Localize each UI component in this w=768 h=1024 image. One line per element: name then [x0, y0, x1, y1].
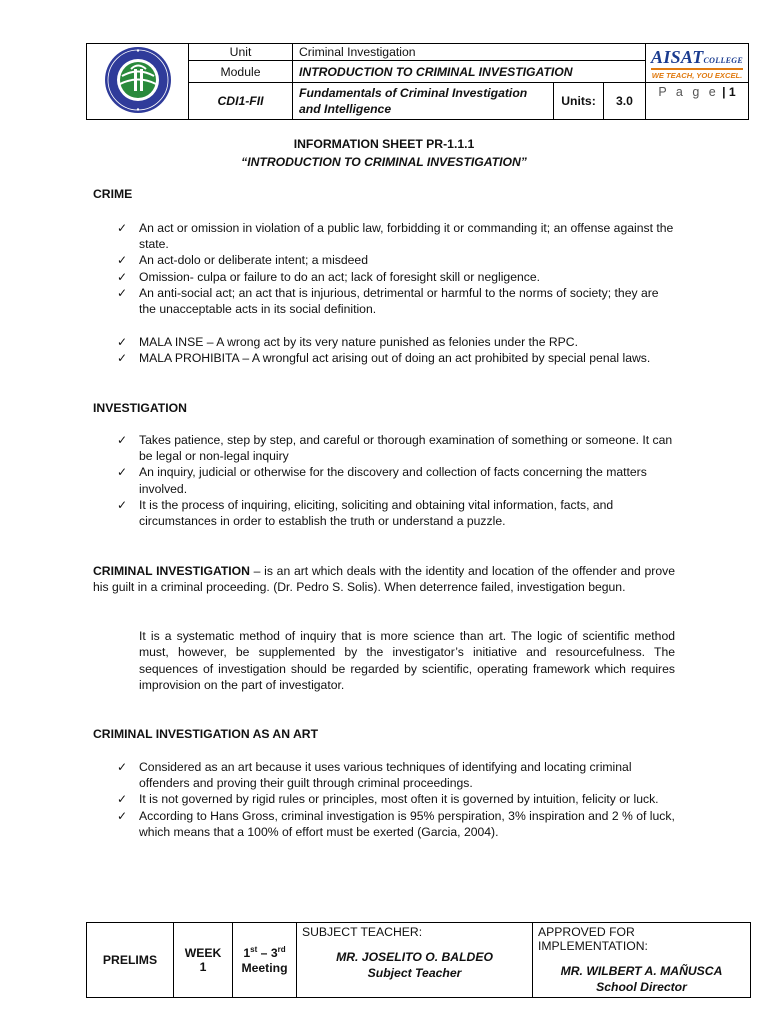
director-name: MR. WILBERT A. MAÑUSCA: [560, 964, 723, 978]
list-item: ✓ Considered as an art because it uses various techniques of identifying and locating criminal offenders and proving their guilt through criminal proceedings.: [117, 759, 677, 791]
document-footer: [86, 922, 751, 998]
teacher-header: SUBJECT TEACHER:: [302, 925, 423, 939]
teacher-cell: [297, 923, 533, 998]
seal-icon: [92, 45, 184, 115]
list-item: ✓ Takes patience, step by step, and careful or thorough examination of something or someone. It can be legal or non-legal inquiry: [117, 432, 677, 464]
meeting-third-sup: rd: [277, 945, 286, 955]
approval-header: APPROVED FOR IMPLEMENTATION:: [538, 925, 648, 953]
list-item: ✓ An anti-social act; an act that is injurious, detrimental or harmful to the norms of society; they are the unacceptable acts in its social definition.: [117, 285, 677, 317]
page-indicator: [646, 83, 749, 120]
list-item: ✓ MALA PROHIBITA – A wrongful act arising out of doing an act prohibited by special penal laws.: [117, 350, 677, 366]
criminal-investigation-definition: [93, 563, 675, 596]
module-label: Module: [189, 61, 293, 83]
as-art-list: [117, 759, 677, 840]
crime-list: [117, 220, 677, 317]
college-logo: [646, 44, 749, 83]
brand-name: AISAT: [651, 46, 704, 67]
approval-cell: [533, 923, 751, 998]
institution-seal: [87, 44, 189, 120]
list-item: ✓ According to Hans Gross, criminal investigation is 95% perspiration, 3% inspiration and 2 % of luck, which means that a 100% of effort must be exerted (Garcia, 2004).: [117, 808, 677, 840]
week-cell: [174, 923, 233, 998]
unit-label: Unit: [189, 44, 293, 61]
list-item: ✓ It is the process of inquiring, eliciting, soliciting and obtaining vital information, facts, and circumstances in order to establish the truth or understand a puzzle.: [117, 497, 677, 529]
week-label: WEEK: [184, 946, 222, 960]
units-value: 3.0: [604, 83, 646, 120]
list-item: ✓ An inquiry, judicial or otherwise for the discovery and collection of facts concerning the matters involved.: [117, 464, 677, 496]
definition-term: CRIMINAL INVESTIGATION: [93, 564, 250, 578]
week-value: 1: [199, 960, 207, 974]
document-header: [86, 43, 749, 120]
course-title: Fundamentals of Criminal Investigation and Intelligence: [293, 83, 554, 120]
section-heading-investigation: INVESTIGATION: [93, 401, 187, 415]
meeting-label: Meeting: [241, 960, 288, 975]
units-label: Units:: [554, 83, 604, 120]
list-item: ✓ An act-dolo or deliberate intent; a misdeed: [117, 252, 677, 268]
page-number: 1: [728, 85, 736, 99]
list-item: ✓ An act or omission in violation of a public law, forbidding it or commanding it; an offense against the state.: [117, 220, 677, 252]
section-heading-as-art: CRIMINAL INVESTIGATION AS AN ART: [93, 727, 319, 741]
meeting-first-sup: st: [250, 945, 258, 955]
definition-text: – is an art which deals with the identity and location of the offender and prove his guilt in a criminal proceeding. (Dr. Pedro S. Solis). When deterrence failed, investigation begun.: [93, 564, 675, 595]
page-separator: |: [722, 85, 726, 99]
crime-list-2: [117, 334, 677, 366]
brand-tagline: WE TEACH, YOU EXCEL.: [651, 70, 743, 80]
list-item: ✓ It is not governed by rigid rules or principles, most often it is governed by intuition, felicity or luck.: [117, 791, 677, 807]
module-value: INTRODUCTION TO CRIMINAL INVESTIGATION: [293, 61, 646, 83]
investigation-list: [117, 432, 677, 529]
teacher-name: MR. JOSELITO O. BALDEO: [336, 950, 493, 964]
teacher-title: Subject Teacher: [367, 966, 462, 980]
meeting-first: 1: [243, 946, 251, 961]
criminal-investigation-paragraph: It is a systematic method of inquiry that is more science than art. The logic of scientific method must, however, be supplemented by the investigator’s initiative and resourcefulness. The sequences of investigation should be regarded by scientific, operating framework which requires improvision on the part of investigator.: [139, 629, 675, 692]
sheet-subtitle: “INTRODUCTION TO CRIMINAL INVESTIGATION”: [241, 155, 527, 169]
meeting-cell: [233, 923, 297, 998]
section-heading-crime: CRIME: [93, 187, 133, 201]
unit-value: Criminal Investigation: [293, 44, 646, 61]
list-item: ✓ Omission- culpa or failure to do an act; lack of foresight skill or negligence.: [117, 269, 677, 285]
term-label: PRELIMS: [87, 923, 174, 998]
course-code: CDI1-FII: [189, 83, 293, 120]
meeting-dash: – 3: [257, 946, 278, 961]
director-title: School Director: [596, 980, 687, 994]
list-item: ✓ MALA INSE – A wrong act by its very nature punished as felonies under the RPC.: [117, 334, 677, 350]
brand-suffix: COLLEGE: [703, 55, 743, 65]
page-label: P a g e: [658, 85, 719, 99]
sheet-title: INFORMATION SHEET PR-1.1.1: [293, 137, 475, 151]
